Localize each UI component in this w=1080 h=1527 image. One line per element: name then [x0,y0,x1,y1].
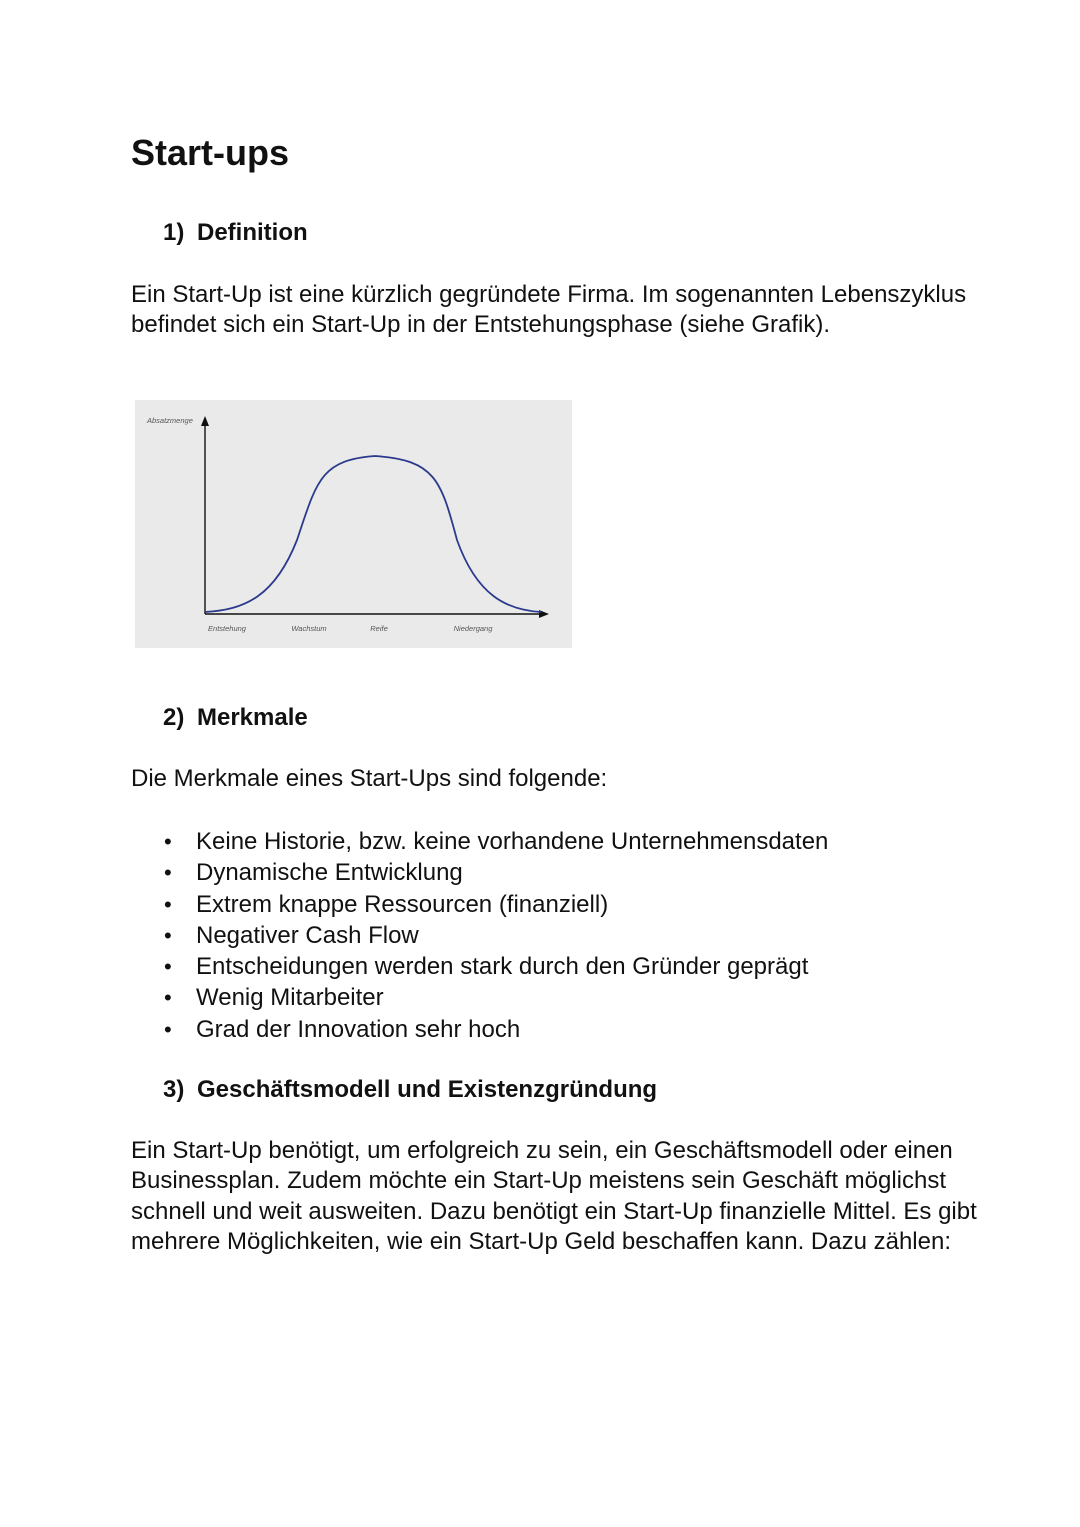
list-item [131,857,828,888]
list-item-text: Entscheidungen werden stark durch den Gründer geprägt [196,953,809,981]
section-title: Merkmale [197,704,308,731]
geschaeftsmodell-paragraph: Ein Start-Up benötigt, um erfolgreich zu sein, ein Geschäftsmodell oder einen Businessplan. Zudem möchte ein Start-Up meistens sein Geschäft möglichst schnell und weit ausweiten. Dazu benötigt ein Start-Up finanzielle Mittel. Es gibt mehrere Möglichkeiten, wie ein Start-Up Geld beschaffen kann. Dazu zählen: [131,1137,977,1255]
list-item-text: Keine Historie, bzw. keine vorhandene Unternehmensdaten [196,828,829,855]
list-item-text: Dynamische Entwicklung [196,859,463,887]
phase-label: Entstehung [208,624,246,633]
merkmale-intro: Die Merkmale eines Start-Ups sind folgende: [131,765,608,792]
list-item-text: Wenig Mitarbeiter [196,984,384,1012]
section-number: 3) [163,1076,185,1103]
list-item [131,920,828,951]
section-title: Definition [197,219,308,246]
section-title: Geschäftsmodell und Existenzgründung [197,1076,658,1103]
bullet-icon: • [164,954,172,980]
phase-label: Reife [370,624,388,633]
bullet-icon: • [164,860,172,886]
merkmale-list [131,826,828,1045]
bullet-icon: • [164,829,172,854]
bullet-icon: • [164,891,172,917]
section-heading-definition [163,218,308,248]
list-item [131,889,828,920]
bullet-icon: • [164,985,172,1011]
phase-label: Niedergang [453,624,493,633]
definition-paragraph: Ein Start-Up ist eine kürzlich gegründete Firma. Im sogenannten Lebenszyklus befindet sich ein Start-Up in der Entstehungsphase (siehe Grafik). [131,281,967,339]
list-item [131,951,828,982]
lifecycle-curve [205,456,541,612]
phase-label: Wachstum [291,624,327,633]
section-number: 1) [163,219,185,246]
y-axis-arrow [201,416,209,426]
page-title: Start-ups [131,132,290,173]
list-item [131,826,828,857]
section-heading-merkmale [163,703,308,733]
list-item-text: Grad der Innovation sehr hoch [196,1015,521,1043]
lifecycle-chart [135,400,572,648]
section-heading-geschaeftsmodell [163,1075,657,1105]
list-item-text: Extrem knappe Ressourcen (finanziell) [196,890,609,918]
bullet-icon: • [164,1016,172,1042]
list-item [131,1014,828,1045]
y-axis-label: Absatzmenge [147,416,193,425]
bullet-icon: • [164,922,172,948]
section-number: 2) [163,704,185,731]
list-item-text: Negativer Cash Flow [196,921,419,949]
list-item [131,982,828,1013]
